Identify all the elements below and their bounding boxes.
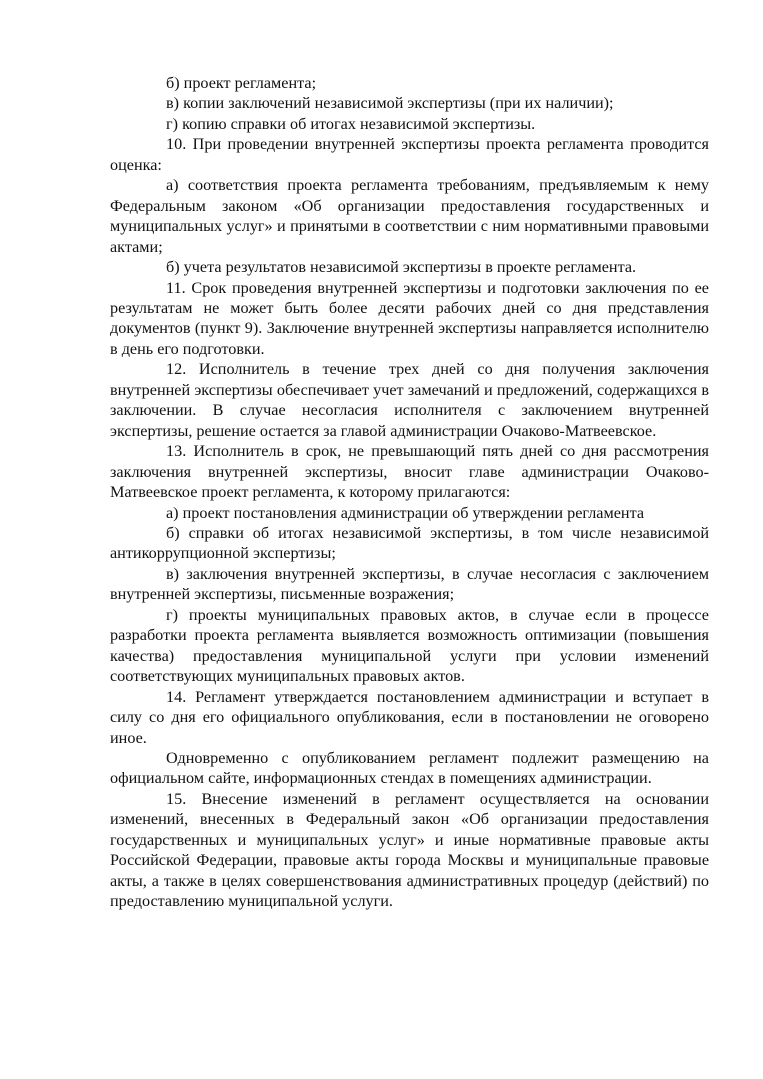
paragraph-13b: б) справки об итогах независимой экспертизы, в том числе независимой антикоррупционной экспертизы; <box>110 523 709 563</box>
paragraph-12: 12. Исполнитель в течение трех дней со дня получения заключения внутренней экспертизы обеспечивает учет замечаний и предложений, содержащихся в заключении. В случае несогласия исполнителя с заключением внутренней экспертизы, решение остается за главой администрации Очаково-Матвеевское. <box>110 360 709 440</box>
paragraph-10: 10. При проведении внутренней экспертизы проекта регламента проводится оценка: <box>110 135 709 174</box>
paragraph-13g: г) проекты муниципальных правовых актов, в случае если в процессе разработки проекта регламента выявляется возможность оптимизации (повышения качества) предоставления муниципальной услуги при условии изменений соответствующих муниципальных правовых актов. <box>110 605 709 686</box>
paragraph-13v: в) заключения внутренней экспертизы, в случае несогласия с заключением внутренней экспертизы, письменные возражения; <box>110 564 709 604</box>
paragraph-b-draft: б) проект регламента; <box>166 74 317 92</box>
paragraph-v-copies: в) копии заключений независимой экспертизы (при их наличии); <box>166 94 614 113</box>
paragraph-10b: б) учета результатов независимой экспертизы в проекте регламента. <box>166 258 637 277</box>
paragraph-11: 11. Срок проведения внутренней экспертизы и подготовки заключения по ее результатам не может быть более десяти рабочих дней со дня представления документов (пункт 9). Заключение внутренней экспертизы направляется исполнителю в день его подготовки. <box>110 278 709 358</box>
document-body <box>110 73 709 912</box>
paragraph-g-copy: г) копию справки об итогах независимой экспертизы. <box>166 114 536 133</box>
paragraph-13: 13. Исполнитель в срок, не превышающий пять дней со дня рассмотрения заключения внутренней экспертизы, вносит главе администрации Очаково-Матвеевское проект регламента, к которому прилагаются: <box>110 442 709 502</box>
paragraph-10a: а) соответствия проекта регламента требованиям, предъявляемым к нему Федеральным законом «Об организации предоставления государственных и муниципальных услуг» и принятыми в соответствии с ним нормативными правовыми актами; <box>110 176 709 256</box>
paragraph-13a: а) проект постановления администрации об утверждении регламента <box>166 503 645 522</box>
paragraph-14-publication: Одновременно с опубликованием регламент подлежит размещению на официальном сайте, информационных стендах в помещениях администрации. <box>110 748 709 788</box>
paragraph-15: 15. Внесение изменений в регламент осуществляется на основании изменений, внесенных в Федеральный закон «Об организации предоставления государственных и муниципальных услуг» и иные нормативные правовые акты Российской Федерации, правовые акты города Москвы и муниципальные правовые акты, а также в целях совершенствования административных процедур (действий) по предоставлению муниципальной услуги. <box>110 789 709 911</box>
paragraph-14: 14. Регламент утверждается постановлением администрации и вступает в силу со дня его официального опубликования, если в постановлении не оговорено иное. <box>110 687 709 747</box>
